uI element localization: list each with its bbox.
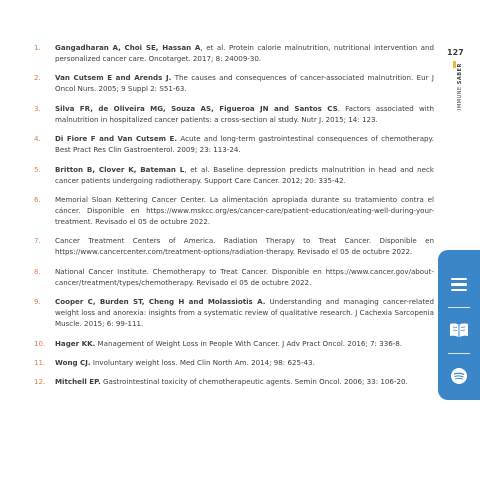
reference-item [34,357,434,368]
reference-number: 2. [34,73,41,83]
reference-authors: Hager KK. [55,338,96,348]
reference-details: Cancer Treatment Centers of America. Radiation Therapy to Treat Cancer. Disponible en https://www.cancercenter.com/treatment-options/radiation-therapy. Revisado el 05 de octubre 2022. [55,236,434,257]
reference-details: Gastrointestinal toxicity of chemotherapeutic agents. Semin Oncol. 2006; 33: 106-20. [100,377,408,387]
side-label-bold: SABER [457,63,463,85]
reference-number: 12. [34,377,46,387]
reference-item [34,235,434,257]
reference-details: Management of Weight Loss in People With Cancer. J Adv Pract Oncol. 2016; 7: 336-8. [95,338,403,348]
reference-text [55,42,434,64]
reference-number: 1. [34,43,41,52]
panel-divider [448,307,470,308]
reference-number: 9. [34,297,41,307]
reference-item [34,133,434,155]
reference-text [55,164,434,186]
reference-number: 7. [34,236,41,246]
reference-item [34,42,434,64]
reference-list [34,42,434,396]
reference-text [55,357,434,368]
reference-authors: Wong CJ. [55,357,91,367]
reference-authors: Silva FR, de Oliveira MG, Souza AS, Figueroa JN and Santos CS [55,103,338,113]
reference-authors: Gangadharan A, Choi SE, Hassan A [55,43,201,52]
side-nav-panel [438,250,480,400]
reference-details: The causes and consequences of cancer-associated malnutrition. Eur J Oncol Nurs. 2005; 9 Suppl 2: S51-63. [55,73,435,94]
reference-text [55,194,434,227]
reference-details: Involuntary weight loss. Med Clin North Am. 2014; 98: 625-43. [90,357,315,367]
reference-item [34,103,434,125]
reference-text [55,133,434,155]
reference-details: , et al. Protein calorie malnutrition, nutritional intervention and personalized cancer care. Oncotarget. 2017; 8: 24009-30. [55,43,434,63]
reference-authors: Cooper C, Burden ST, Cheng H and Molassiotis A. [55,297,266,307]
reference-number: 6. [34,194,41,204]
reference-number: 5. [34,164,41,174]
reference-item [34,376,434,387]
reference-authors: Van Cutsem E and Arends J. [55,73,172,83]
menu-icon[interactable] [438,276,480,293]
reference-authors: Mitchell EP. [55,377,101,387]
book-icon[interactable] [438,322,480,338]
reference-number: 4. [34,134,41,144]
side-label [457,63,463,110]
reference-text [55,338,434,349]
reference-item [34,164,434,186]
spotify-icon[interactable] [438,368,480,384]
reference-details: National Cancer Institute. Chemotherapy to Treat Cancer. Disponible en https://www.cancer.gov/about-cancer/treatment/types/chemotherapy. Revisado el 05 de octubre 2022. [55,266,434,287]
reference-authors: Britton B, Clover K, Bateman L [55,164,185,174]
reference-text [55,72,434,94]
page-number: 127 [447,48,464,57]
reference-details: . Factors associated with malnutrition in hospitalized cancer patients: a cross-section al study. Nutr J. 2015; 14: 123. [55,103,434,124]
reference-details: Acute and long-term gastrointestinal consequences of chemotherapy. Best Pract Res Clin Gastroenterol. 2009; 23: 113-24. [55,134,434,155]
reference-number: 10. [34,338,46,348]
reference-item [34,72,434,94]
reference-text [55,103,434,125]
reference-number: 11. [34,357,46,367]
reference-text [55,376,434,387]
reference-item [34,296,434,329]
reference-item [34,194,434,227]
reference-number: 3. [34,103,41,113]
reference-authors: Di Fiore F and Van Cutsem E. [55,134,178,144]
accent-bar [453,61,456,68]
panel-divider [448,353,470,354]
reference-details: , et al. Baseline depression predicts malnutrition in head and neck cancer patients undergoing radiotherapy. Support Care Cancer. 2012; 20: 335-42. [55,164,435,185]
reference-item [34,338,434,349]
reference-details: Memorial Sloan Kettering Cancer Center. La alimentación apropiada durante su tratamiento contra el cáncer. Disponible en https://www.mskcc.org/es/cancer-care/patient-education/eating-well-during-your-treatment. Revisado el 05 de octubre 2022. [55,194,434,226]
reference-details: Understanding and managing cancer-related weight loss and anorexia: insights from a systematic review of qualitative research. J Cachexia Sarcopenia Muscle. 2015; 6: 99-111. [55,297,434,329]
reference-text [55,296,434,329]
reference-number: 8. [34,266,41,276]
reference-item [34,266,434,288]
reference-text [55,266,434,288]
reference-text [55,235,434,257]
side-label-regular: IMMUNE [457,86,463,110]
